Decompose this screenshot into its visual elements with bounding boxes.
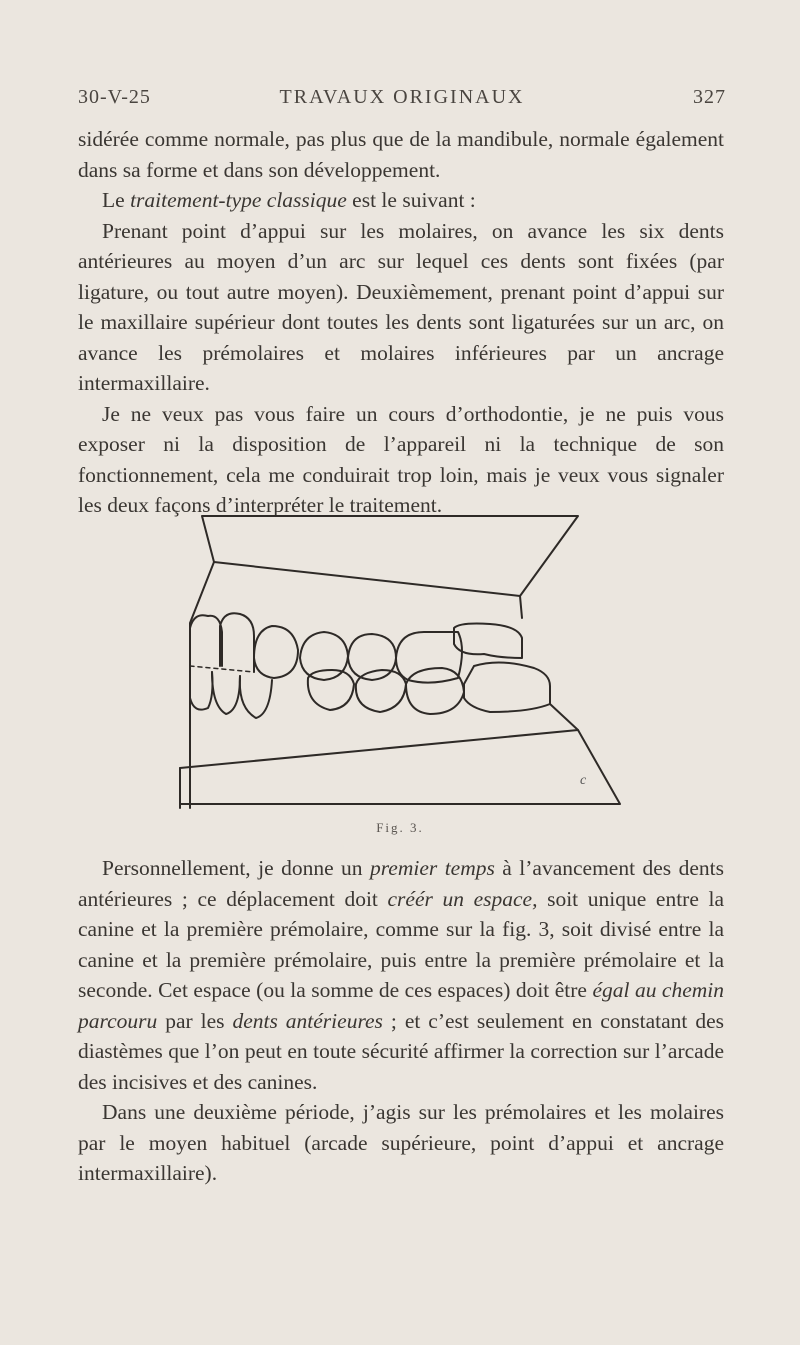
upper-canine xyxy=(254,626,298,678)
paragraph-continued: sidérée comme normale, pas plus que de la mandibule, normale également dans sa forme et dans son développement. xyxy=(78,127,724,182)
paragraph-text: à l’avancement des dents antérieures ; ce déplacement doit xyxy=(78,856,724,911)
figure-caption: Fig. 3. xyxy=(376,820,424,835)
paragraph-text: Le xyxy=(102,188,131,212)
emphasis-text: égal au chemin parcouru xyxy=(78,978,724,1033)
upper-incisor xyxy=(190,615,222,666)
emphasis-text: traitement-type classique xyxy=(130,188,347,212)
lower-incisor xyxy=(212,672,240,714)
upper-incisor xyxy=(220,613,254,672)
paragraph-text: est le suivant : xyxy=(346,188,476,212)
upper-molar xyxy=(454,624,522,659)
lower-teeth xyxy=(190,662,550,718)
upper-right-edge xyxy=(520,596,522,618)
dental-figure xyxy=(160,508,630,823)
header-date: 30-V-25 xyxy=(78,86,151,108)
paragraph-text: par les xyxy=(157,1008,233,1033)
lower-right-edge xyxy=(550,704,578,730)
paragraph-text: soit unique entre la canine et la première prémolaire, comme sur la fig. 3, soit divisé entre la canine et la première prémolaire, puis entre la première prémolaire et la seconde. Cet espace (ou la somme de ces espaces) doit être xyxy=(78,886,724,1002)
lower-premolar xyxy=(308,670,354,710)
upper-premolar xyxy=(300,632,348,680)
lower-canine xyxy=(240,676,272,718)
lower-premolar xyxy=(356,670,406,712)
upper-teeth xyxy=(190,613,522,682)
emphasis-text: dents antérieures xyxy=(232,1008,383,1033)
paragraph-premier-temps xyxy=(78,853,724,1097)
text-block-top xyxy=(78,124,724,521)
upper-molar xyxy=(396,632,462,683)
upper-jaw-outline xyxy=(202,516,578,596)
lower-molar xyxy=(406,668,464,714)
paragraph-procedure: Prenant point d’appui sur les molaires, on avance les six dents antérieures au moyen d’un arc sur lequel ces dents sont fixées (par ligature, ou tout autre moyen). Deuxièmement, prenant point d’appui sur le maxillaire supérieur dont toutes les dents sont ligaturées sur un arc, on avance les prémolaires et molaires inférieures par un ancrage intermaxillaire. xyxy=(78,218,724,395)
paragraph-orthodontie: Je ne veux pas vous faire un cours d’orthodontie, je ne puis vous exposer ni la disposition de l’appareil ni la technique de son fonctionnement, cela me conduirait trop loin, mais je veux vous signaler les deux façons d’interpréter le traitement. xyxy=(78,401,724,517)
figure-mark: c xyxy=(580,773,587,788)
paragraph-traitement-type xyxy=(78,185,724,216)
paragraph-deuxieme-periode: Dans une deuxième période, j’agis sur les prémolaires et les molaires par le moyen habituel (arcade supérieure, point d’appui et ancrage intermaxillaire). xyxy=(78,1100,724,1185)
page-number: 327 xyxy=(693,86,726,108)
emphasis-text: créér un espace, xyxy=(387,886,538,911)
lower-molar xyxy=(464,662,550,712)
upper-premolar xyxy=(348,634,396,680)
text-block-bottom xyxy=(78,853,724,1189)
running-header xyxy=(78,86,726,116)
header-section-title: TRAVAUX ORIGINAUX xyxy=(279,86,525,108)
paragraph-text: ; et c’est seulement en constatant des diastèmes que l’on peut en toute sécurité affirmer la correction sur l’arcade des incisives et des canines. xyxy=(78,1008,725,1094)
lower-incisor xyxy=(190,668,213,710)
lower-jaw-outline xyxy=(180,730,620,804)
emphasis-text: premier temps xyxy=(369,856,495,880)
paragraph-text: Personnellement, je donne un xyxy=(102,856,370,880)
